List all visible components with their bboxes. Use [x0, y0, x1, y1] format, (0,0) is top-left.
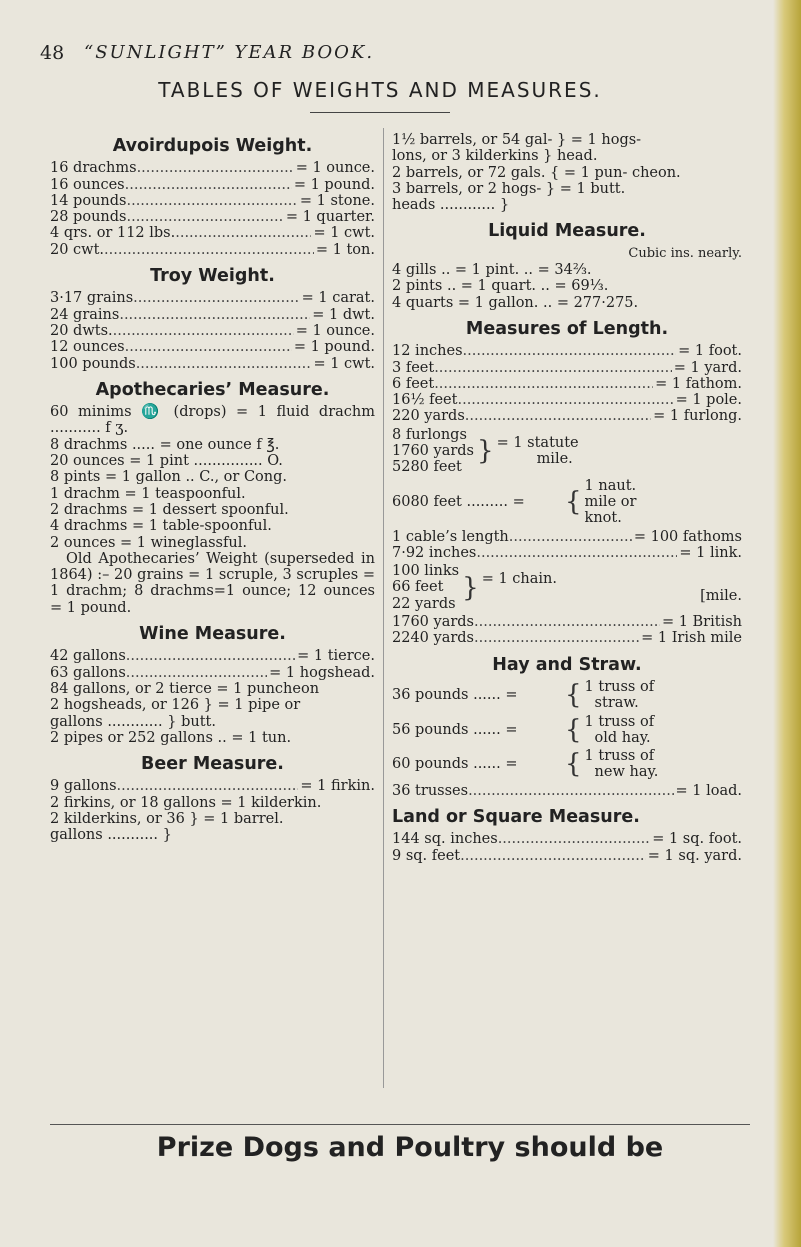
- page-edge: [773, 0, 801, 1247]
- hay-item: 56 pounds ...... = { 1 truss of old hay.: [392, 713, 655, 746]
- liquid-list: [392, 262, 742, 311]
- list-item: 8 pints = 1 gallon .. C., or Cong.: [50, 469, 287, 486]
- list-item: lons, or 3 kilderkins } head.: [392, 148, 598, 165]
- list-item: 4 quarts = 1 gallon. .. = 277·275.: [392, 294, 639, 311]
- table-row: 4 qrs. or 112 lbs. ..... = 1 cwt.: [50, 225, 375, 241]
- table-row: 9 sq. feet ..... = 1 sq. yard.: [392, 848, 742, 864]
- list-item: 2 pipes or 252 gallons .. = 1 tun.: [50, 729, 292, 746]
- beer-continued: [392, 132, 742, 213]
- list-item: 4 drachms = 1 table-spoonful.: [50, 518, 272, 535]
- list-item: heads ............ }: [392, 197, 510, 214]
- list-item: 2 kilderkins, or 36 } = 1 barrel.: [50, 810, 284, 827]
- nautical-mile-group: 6080 feet ......... = { 1 naut. mile or knot.: [392, 477, 637, 527]
- table-row: 7·92 inches ..... = 1 link.: [392, 545, 742, 561]
- table-row: 20 dwts. ..... = 1 ounce.: [50, 323, 375, 339]
- left-column: [50, 128, 375, 844]
- table-row: 42 gallons ..... = 1 tierce.: [50, 648, 375, 664]
- table-row: 28 pounds ..... = 1 quarter.: [50, 209, 375, 225]
- beer-table: [50, 778, 375, 843]
- beer-title: Beer Measure.: [141, 754, 284, 775]
- table-row: 24 grains ..... = 1 dwt.: [50, 307, 375, 323]
- list-item: gallons ............ } butt.: [50, 713, 216, 730]
- list-item: 2 pints .. = 1 quart. .. = 69⅓.: [392, 278, 609, 295]
- table-row: 6 feet ..... = 1 fathom.: [392, 376, 742, 392]
- avoirdupois-title: Avoirdupois Weight.: [112, 136, 313, 156]
- hay-title: Hay and Straw.: [492, 654, 642, 675]
- main-title: TABLES OF WEIGHTS AND MEASURES.: [158, 78, 602, 102]
- list-item: 1 drachm = 1 teaspoonful.: [50, 485, 246, 502]
- table-row: 3·17 grains ..... = 1 carat.: [50, 290, 375, 306]
- page-header: [40, 42, 780, 82]
- list-item: 20 ounces = 1 pint ............... O.: [50, 453, 283, 470]
- table-row: 16 ounces ..... = 1 pound.: [50, 177, 375, 193]
- table-row: 3 feet ..... = 1 yard.: [392, 360, 742, 376]
- right-column: [392, 128, 742, 864]
- list-item: 4 gills .. = 1 pint. .. = 34⅔.: [392, 262, 592, 279]
- list-item: 60 minims ♏ (drops) = 1 fluid drachm ........... f ʒ.: [50, 404, 375, 437]
- land-table: [392, 831, 742, 864]
- hay-item: 60 pounds ...... = { 1 truss of new hay.: [392, 748, 659, 781]
- table-row: 2240 yards ..... = 1 Irish mile: [392, 630, 742, 646]
- title-rule: [310, 112, 450, 113]
- table-row: 36 trusses ..... = 1 load.: [392, 783, 742, 799]
- list-item: 2 drachms = 1 dessert spoonful.: [50, 501, 289, 518]
- table-row: 12 ounces ..... = 1 pound.: [50, 339, 375, 355]
- list-item: 8 drachms ..... = one ounce f ℥.: [50, 436, 280, 453]
- chain-group: 100 links 66 feet 22 yards } = 1 chain. [mile.: [392, 563, 742, 612]
- list-item: 2 ounces = 1 wineglassful.: [50, 534, 247, 551]
- hay-table: [392, 679, 742, 799]
- list-item: 3 barrels, or 2 hogs- } = 1 butt.: [392, 180, 626, 197]
- old-apothecaries-weight: Old Apothecaries’ Weight (superseded in 1864) :– 20 grains = 1 scruple, 3 scruples = 1 drachm; 8 drachms=1 ounce; 12 ounces = 1 pound.: [50, 550, 375, 616]
- table-row: 9 gallons ..... = 1 firkin.: [50, 778, 375, 794]
- table-row: 16 drachms ..... = 1 ounce.: [50, 160, 375, 176]
- list-item: 2 firkins, or 18 gallons = 1 kilderkin.: [50, 794, 322, 811]
- table-row: 63 gallons ..... = 1 hogshead.: [50, 665, 375, 681]
- hay-item: 36 pounds ...... = { 1 truss of straw.: [392, 678, 655, 712]
- table-row: 1 cable’s length ..... = 100 fathoms: [392, 529, 742, 545]
- wine-title: Wine Measure.: [139, 624, 286, 645]
- list-item: 1½ barrels, or 54 gal- } = 1 hogs-: [392, 132, 642, 148]
- list-item: gallons ........... }: [50, 827, 172, 844]
- list-item: 84 gallons, or 2 tierce = 1 puncheon: [50, 680, 320, 697]
- avoirdupois-table: [50, 160, 375, 258]
- page-number: 48: [40, 42, 65, 64]
- list-item: 2 barrels, or 72 gals. { = 1 pun- cheon.: [392, 164, 681, 181]
- list-item: 2 hogsheads, or 126 } = 1 pipe or: [50, 697, 301, 714]
- troy-title: Troy Weight.: [150, 266, 275, 287]
- apothecaries-title: Apothecaries’ Measure.: [95, 379, 330, 400]
- table-row: 16½ feet ..... = 1 pole.: [392, 392, 742, 408]
- length-table: [392, 343, 742, 646]
- table-row: 1760 yards ..... = 1 British: [392, 614, 742, 630]
- statute-mile-group: 8 furlongs 1760 yards 5280 feet } = 1 statute mile.: [392, 426, 579, 476]
- running-title: “SUNLIGHT” YEAR BOOK.: [84, 42, 375, 63]
- liquid-title: Liquid Measure.: [488, 221, 646, 242]
- column-divider: [383, 128, 384, 1088]
- table-row: 220 yards ..... = 1 furlong.: [392, 408, 742, 424]
- length-title: Measures of Length.: [465, 318, 669, 339]
- apothecaries-list: [50, 404, 375, 616]
- table-row: 12 inches ..... = 1 foot.: [392, 343, 742, 359]
- wine-table: [50, 648, 375, 746]
- footer-rule: [50, 1124, 750, 1125]
- table-row: 20 cwt. ..... = 1 ton.: [50, 242, 375, 258]
- footer-advert: Prize Dogs and Poultry should be: [156, 1132, 664, 1163]
- table-row: 14 pounds ..... = 1 stone.: [50, 193, 375, 209]
- table-row: 100 pounds ..... = 1 cwt.: [50, 356, 375, 372]
- liquid-note: Cubic ins. nearly.: [628, 245, 742, 261]
- land-title: Land or Square Measure.: [392, 806, 640, 827]
- table-row: 144 sq. inches ..... = 1 sq. foot.: [392, 831, 742, 847]
- troy-table: [50, 290, 375, 371]
